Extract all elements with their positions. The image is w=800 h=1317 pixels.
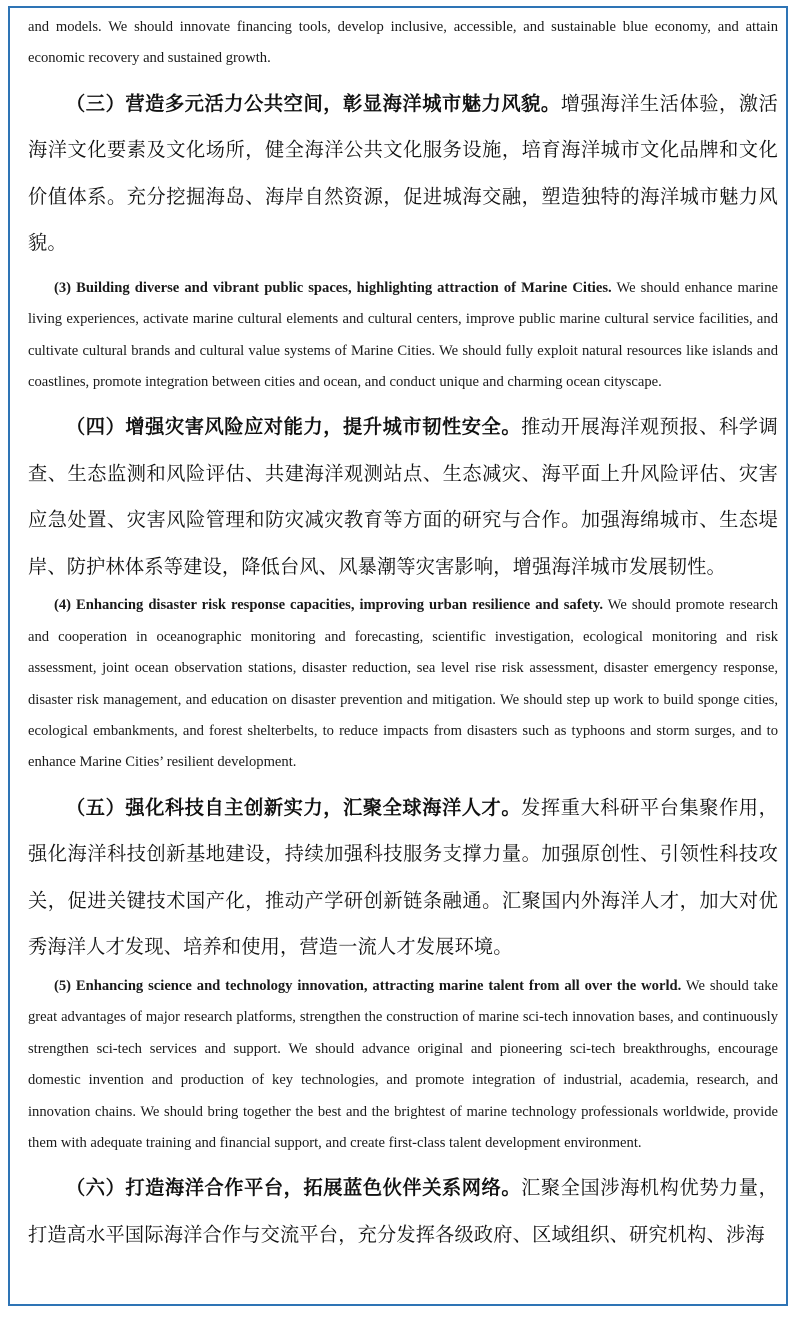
section-heading-en: (5) Enhancing science and technology innovation, attracting marine talent from all over the world. bbox=[54, 977, 682, 994]
paragraph-text: 增强海洋生活体验，激活海洋文化要素及文化场所，健全海洋公共文化服务设施，培育海洋城市文化品牌和文化价值体系。充分挖掘海岛、海岸自然资源，促进城海交融，塑造独特的海洋城市魅力风貌。 bbox=[28, 91, 779, 255]
paragraph-cn-section-5 bbox=[28, 785, 778, 971]
document-body bbox=[28, 12, 778, 1258]
paragraph-text: 推动开展海洋观预报、科学调查、生态监测和风险评估、共建海洋观测站点、生态减灾、海平面上升风险评估、灾害应急处置、灾害风险管理和防灾减灾教育等方面的研究与合作。加强海绵城市、生态堤岸、防护林体系等建设，降低台风、风暴潮等灾害影响，增强海洋城市发展韧性。 bbox=[28, 415, 778, 578]
paragraph-en-section-5 bbox=[28, 971, 778, 1159]
paragraph-cn-section-3 bbox=[28, 81, 778, 267]
section-heading-cn: （六）打造海洋合作平台，拓展蓝色伙伴关系网络。 bbox=[66, 1176, 522, 1200]
section-heading-en: (4) Enhancing disaster risk response capacities, improving urban resilience and safety. bbox=[54, 597, 604, 614]
paragraph-en-section-3 bbox=[28, 273, 778, 399]
paragraph-en-continuation bbox=[28, 12, 778, 75]
paragraph-text: We should take great advantages of major research platforms, strengthen the construction of marine sci-tech innovation bases, and continuously strengthen sci-tech services and support. We should advance original and pioneering sci-tech breakthroughs, encourage domestic invention and production of key technologies, and promote integration of industrial, academia, research, and innovation chains. We should bring together the best and the brightest of marine technology professionals worldwide, provide them with adequate training and financial support, and create first-class talent development environment. bbox=[28, 977, 778, 1151]
paragraph-text: We should enhance marine living experiences, activate marine cultural elements and cultural centers, improve public marine cultural service facilities, and cultivate cultural brands and cultural value systems of Marine Cities. We should fully exploit natural resources like islands and coastlines, promote integration between cities and ocean, and conduct unique and charming ocean cityscape. bbox=[28, 279, 779, 391]
section-heading-en: (3) Building diverse and vibrant public spaces, highlighting attraction of Marine Cities. bbox=[54, 279, 612, 296]
paragraph-text: We should promote research and cooperation in oceanographic monitoring and forecasting, scientific investigation, ecological monitoring and risk assessment, joint ocean observation stations, disaster reduction, sea level rise risk assessment, disaster emergency response, disaster risk management, and education on disaster prevention and mitigation. We should step up work to build sponge cities, ecological embankments, and forest shelterbelts, to reduce impacts from disasters such as typhoons and storm surges, and to enhance Marine Cities’ resilient development. bbox=[28, 597, 778, 771]
section-heading-cn: （五）强化科技自主创新实力，汇聚全球海洋人才。 bbox=[66, 795, 522, 819]
paragraph-text: and models. We should innovate financing tools, develop inclusive, accessible, and sustainable blue economy, and attain economic recovery and sustained growth. bbox=[28, 19, 778, 67]
section-heading-cn: （四）增强灾害风险应对能力，提升城市韧性安全。 bbox=[66, 415, 522, 439]
paragraph-text: 汇聚全国涉海机构优势力量，打造高水平国际海洋合作与交流平台，充分发挥各级政府、区域组织、研究机构、涉海 bbox=[28, 1176, 778, 1246]
paragraph-en-section-4 bbox=[28, 590, 778, 778]
paragraph-cn-section-6 bbox=[28, 1165, 778, 1258]
paragraph-cn-section-4 bbox=[28, 404, 778, 590]
section-heading-cn: （三）营造多元活力公共空间，彰显海洋城市魅力风貌。 bbox=[66, 91, 561, 115]
paragraph-text: 发挥重大科研平台集聚作用，强化海洋科技创新基地建设，持续加强科技服务支撑力量。加强原创性、引领性科技攻关，促进关键技术国产化，推动产学研创新链条融通。汇聚国内外海洋人才，加大对优秀海洋人才发现、培养和使用，营造一流人才发展环境。 bbox=[28, 795, 778, 959]
